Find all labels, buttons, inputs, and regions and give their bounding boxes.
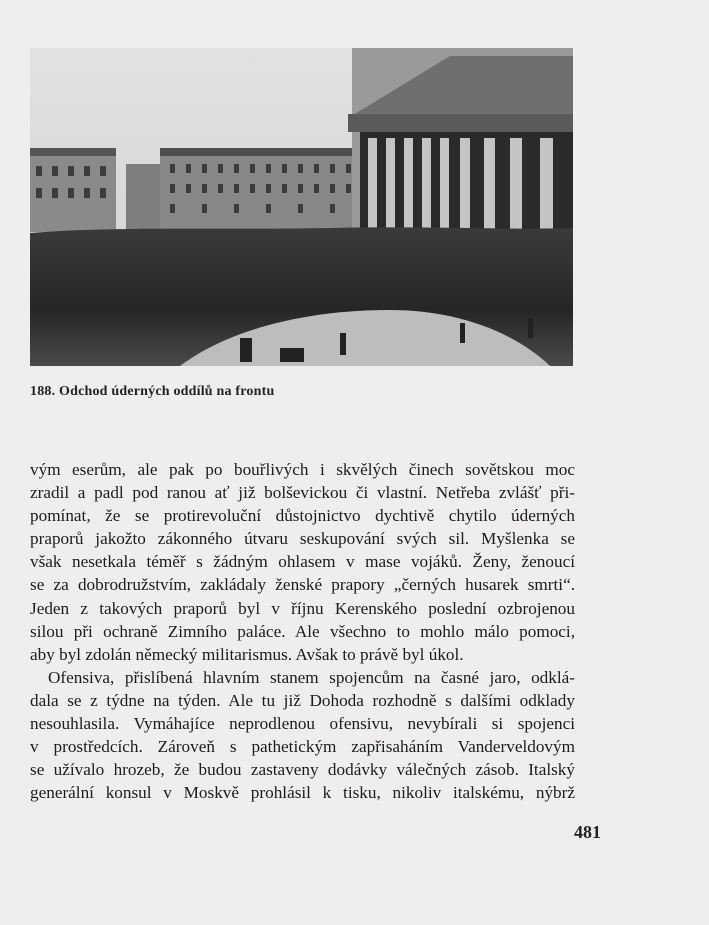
figure-caption: 188. Odchod úderných oddílů na frontu: [30, 384, 275, 399]
page-number: 481: [574, 822, 601, 842]
text-line: aby byl zdolán německý militarismus. Avšak to právě byl úkol.: [30, 644, 464, 664]
text-line: dala se z týdne na týden. Ale tu již Dohoda rozhodně s dalšími odklady: [30, 690, 575, 710]
text-line: se za dobrodružstvím, zakládaly ženské prapory „černých husarek smrti“.: [30, 575, 575, 595]
text-line: vým eserům, ale pak po bouřlivých i skvělých činech sovětskou moc: [30, 460, 575, 479]
text-line: nesouhlasila. Vymáhajíce neprodlenou ofensivu, nevybírali si spojenci: [30, 714, 575, 734]
text-line: praporů jakožto zákonného útvaru seskupování svých sil. Myšlenka se: [30, 529, 575, 549]
paragraph: [30, 666, 575, 805]
body-text: [30, 458, 575, 804]
text-line: v prostředcích. Zároveň s pathetickým zapřisaháním Vanderveldovým: [30, 737, 575, 757]
text-line: však nesetkala téměř s žádným ohlasem v mase vojáků. Ženy, ženoucí: [30, 552, 575, 572]
photo-crowd-square: [30, 48, 573, 366]
building-portico: [348, 48, 573, 242]
text-line: Jeden z takových praporů byl v říjnu Kerenského poslední ozbrojenou: [30, 598, 575, 618]
text-line: Ofensiva, přislíbená hlavním stanem spojencům na časné jaro, odklá-: [48, 667, 575, 687]
text-line: pomínat, že se protirevoluční důstojnictvo dychtivě chytilo úderných: [30, 506, 575, 526]
paragraph: [30, 458, 575, 666]
text-line: silou při ochraně Zimního paláce. Ale všechno to mohlo málo pomoci,: [30, 621, 575, 641]
text-line: se užívalo hrozeb, že budou zastaveny dodávky válečných zásob. Italský: [30, 760, 575, 780]
text-line: generální konsul v Moskvě prohlásil k tisku, nikoliv italskému, nýbrž: [30, 783, 575, 803]
photo-illustration: [30, 48, 573, 366]
text-line: zradil a padl pod ranou ať již bolševickou či vlastní. Netřeba zvlášť při-: [30, 483, 575, 503]
building-left: [30, 148, 360, 234]
